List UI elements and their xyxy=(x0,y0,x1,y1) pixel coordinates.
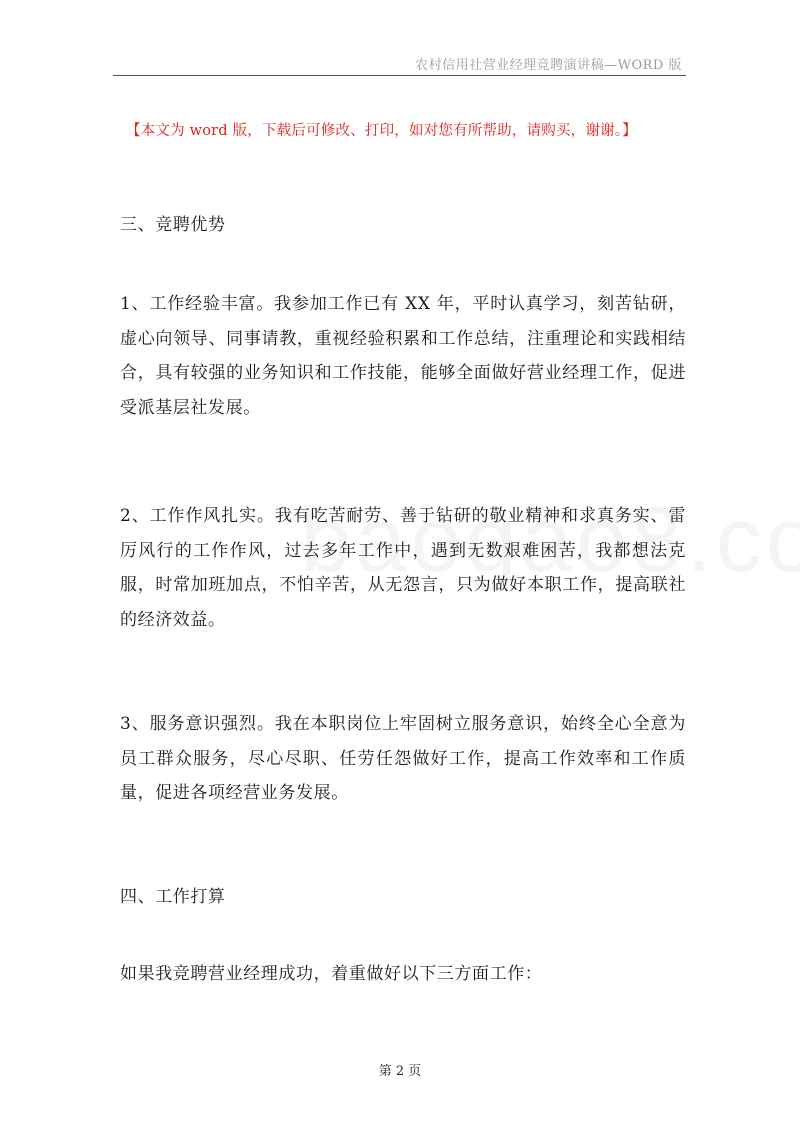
header-divider xyxy=(113,75,686,76)
section-heading-advantages: 三、竞聘优势 xyxy=(120,215,226,235)
paragraph-plan-intro: 如果我竞聘营业经理成功，着重做好以下三方面工作： xyxy=(120,964,543,984)
page-number: 第 2 页 xyxy=(378,1064,422,1079)
paragraph-service: 3、服务意识强烈。我在本职岗位上牢固树立服务意识，始终全心全意为员工群众服务，尽心尽职、任劳任怨做好工作，提高工作效率和工作质量，促进各项经营业务发展。 xyxy=(120,714,686,803)
header-title: 农村信用社营业经理竞聘演讲稿—WORD 版 xyxy=(415,58,682,73)
paragraph-work-style: 2、工作作风扎实。我有吃苦耐劳、善于钻研的敬业精神和求真务实、雷厉风行的工作作风，过去多年工作中，遇到无数艰难困苦，我都想法克服，时常加班加点，不怕辛苦，从无怨言，只为做好本职工作，提高联社的经济效益。 xyxy=(120,506,686,630)
paragraph-experience: 1、工作经验丰富。我参加工作已有 XX 年，平时认真学习，刻苦钻研，虚心向领导、同事请教，重视经验积累和工作总结，注重理论和实践相结合，具有较强的业务知识和工作技能，能够全面做好营业经理工作，促进受派基层社发展。 xyxy=(120,294,686,418)
section-heading-plan: 四、工作打算 xyxy=(120,887,226,907)
purchase-notice: 【本文为 word 版，下载后可修改、打印，如对您有所帮助，请购买，谢谢。】 xyxy=(126,123,637,139)
